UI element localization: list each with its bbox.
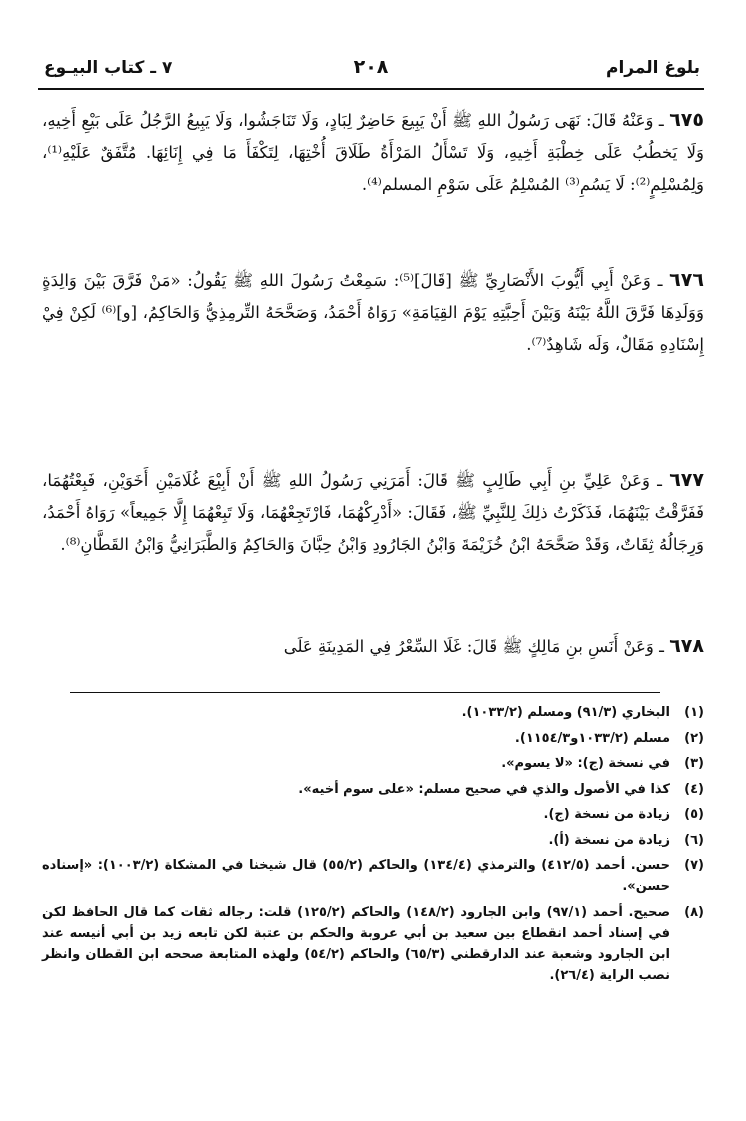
footnote (42, 728, 704, 749)
footnote-marker: (٣) (684, 756, 704, 771)
footnote-marker: (٤) (684, 781, 704, 797)
footnote-separator (70, 692, 660, 693)
footnote-text: البخاري (٩١/٣) ومسلم (١٠٣٣/٢). (461, 705, 670, 720)
footnote-text: زيادة من نسخة (أ). (548, 832, 670, 848)
footnote (42, 902, 704, 986)
footnote-marker: (٨) (684, 904, 704, 920)
footnote-marker: (١) (684, 705, 704, 720)
footnote-text: زيادة من نسخة (ج). (543, 807, 670, 822)
book-title: بلوغ المرام (606, 58, 700, 78)
footnote (42, 702, 704, 723)
hadith-text: ـ وَعَنْ عَلِيِّ بنِ أَبِي طَالِبٍ ﷺ قَالَ: أَمَرَنِي رَسُولُ اللهِ ﷺ أَنْ أَبِيْعَ غُلَامَيْنِ أَخَوَيْنِ، فَبِعْتُهُمَا، فَفَرَّقْتُ بَيْنَهُمَا، فَذَكَرْتُ ذلِكَ لِلنَّبِيِّ ﷺ، فَقَالَ: «أَدْرِكْهُمَا، فَارْتَجِعْهُمَا، وَلَا تَبِعْهُمَا إِلَّا جَمِيعاً» رَوَاهُ أَحْمَدُ، وَرِجَالُهُ ثِقَاتٌ، وَقَدْ صَحَّحَهُ ابْنُ خُزَيْمَةَ وَابْنُ الجَارُودِ وَابْنُ حِبَّانَ وَالحَاكِمُ وَالطَّبَرَانِيُّ وَابْنُ القَطَّانِ⁽⁸⁾. (42, 471, 704, 554)
footnote (42, 753, 704, 774)
footnote-text: حسن. أحمد (٤١٢/٥) والترمذي (١٣٤/٤) والحاكم (٥٥/٢) قال شيخنا في المشكاة (١٠٠٣/٢): «إسناده حسن». (42, 858, 671, 894)
footnote (42, 779, 704, 800)
footnote-marker: (٢) (684, 730, 704, 746)
footnote-text: مسلم (١٠٣٣/٢و١١٥٤/٣). (514, 730, 670, 746)
footnote-marker: (٥) (684, 807, 704, 822)
hadith-678 (42, 630, 704, 663)
hadith-number: ٦٧٨ (669, 635, 704, 657)
footnote-marker: (٧) (684, 858, 704, 873)
footnote (42, 830, 704, 851)
footnote-text: في نسخة (ج): «لا يسوم». (501, 756, 670, 771)
footnote (42, 804, 704, 825)
hadith-number: ٦٧٥ (669, 109, 704, 131)
hadith-number: ٦٧٦ (669, 269, 704, 291)
footnote (42, 855, 704, 897)
hadith-676 (42, 264, 704, 361)
footnotes (42, 702, 704, 990)
page-number: ٢٠٨ (353, 56, 389, 78)
hadith-675 (42, 104, 704, 201)
hadith-text: ـ وَعَنْهُ قَالَ: نَهَى رَسُولُ اللهِ ﷺ أَنْ يَبِيعَ حَاضِرٌ لِبَادٍ، وَلَا تَنَاجَشُوا، وَلَا يَبِيعُ الرَّجُلُ عَلَى بَيْعِ أَخِيهِ، وَلَا يَخطُبُ عَلَى خِطْبَةِ أَخِيهِ، وَلَا تَسْأَلُ المَرْأَةُ طَلَاقَ أُخْتِهَا، لِتَكْفَأَ مَا فِي إِنَائِهَا. مُتَّفَقٌ عَلَيْهِ⁽¹⁾، وَلِمُسْلِمٍ⁽²⁾: لَا يَسُمِ⁽³⁾ المُسْلِمُ عَلَى سَوْمِ المسلم⁽⁴⁾. (42, 111, 704, 194)
footnote-marker: (٦) (684, 832, 704, 848)
footnote-text: صحيح. أحمد (٩٧/١) وابن الجارود (١٤٨/٢) والحاكم (١٢٥/٢) قلت: رجاله ثقات كما قال الحافظ لكن في إسناد أحمد انقطاع بين سعيد بن أبي عروبة والحكم بن عتبة لكن تابعه زيد بن أبي أنيسه عند ابن الجارود وشعبة عند الدارقطني (٦٥/٣) والحاكم (٥٤/٢) ولهذه المتابعة صححه ابن القطان وانظر نصب الراية (٢٦/٤). (42, 904, 671, 983)
hadith-text: ـ وَعَنْ أَنَسِ بنِ مَالِكٍ ﷺ قَالَ: غَلَا السِّعْرُ فِي المَدِينَةِ عَلَى (283, 637, 664, 656)
hadith-677 (42, 464, 704, 561)
chapter-title: ٧ ـ كتاب البيـوع (44, 58, 173, 78)
hadith-text: ـ وَعَنْ أَبِي أَيُّوبَ الأَنْصَارِيِّ ﷺ [قَالَ]⁽⁵⁾: سَمِعْتُ رَسُولَ اللهِ ﷺ يَقُولُ: «مَنْ فَرَّقَ بَيْنَ وَالِدَةٍ وَوَلَدِهَا فَرَّقَ اللَّهُ بَيْنَهُ وَبَيْنَ أَحِبَّتِهِ يَوْمَ القِيَامَةِ» رَوَاهُ أَحْمَدُ، وَصَحَّحَهُ التِّرمِذِيُّ وَالحَاكِمُ، [و]⁽⁶⁾ لَكِنْ فِيْ إِسْنَادِهِ مَقَالٌ، وَلَه شَاهِدٌ⁽⁷⁾. (42, 271, 704, 354)
hadith-number: ٦٧٧ (669, 469, 704, 491)
footnote-text: كذا في الأصول والذي في صحيح مسلم: «على سوم أخيه». (298, 781, 670, 797)
page-header (38, 54, 704, 90)
